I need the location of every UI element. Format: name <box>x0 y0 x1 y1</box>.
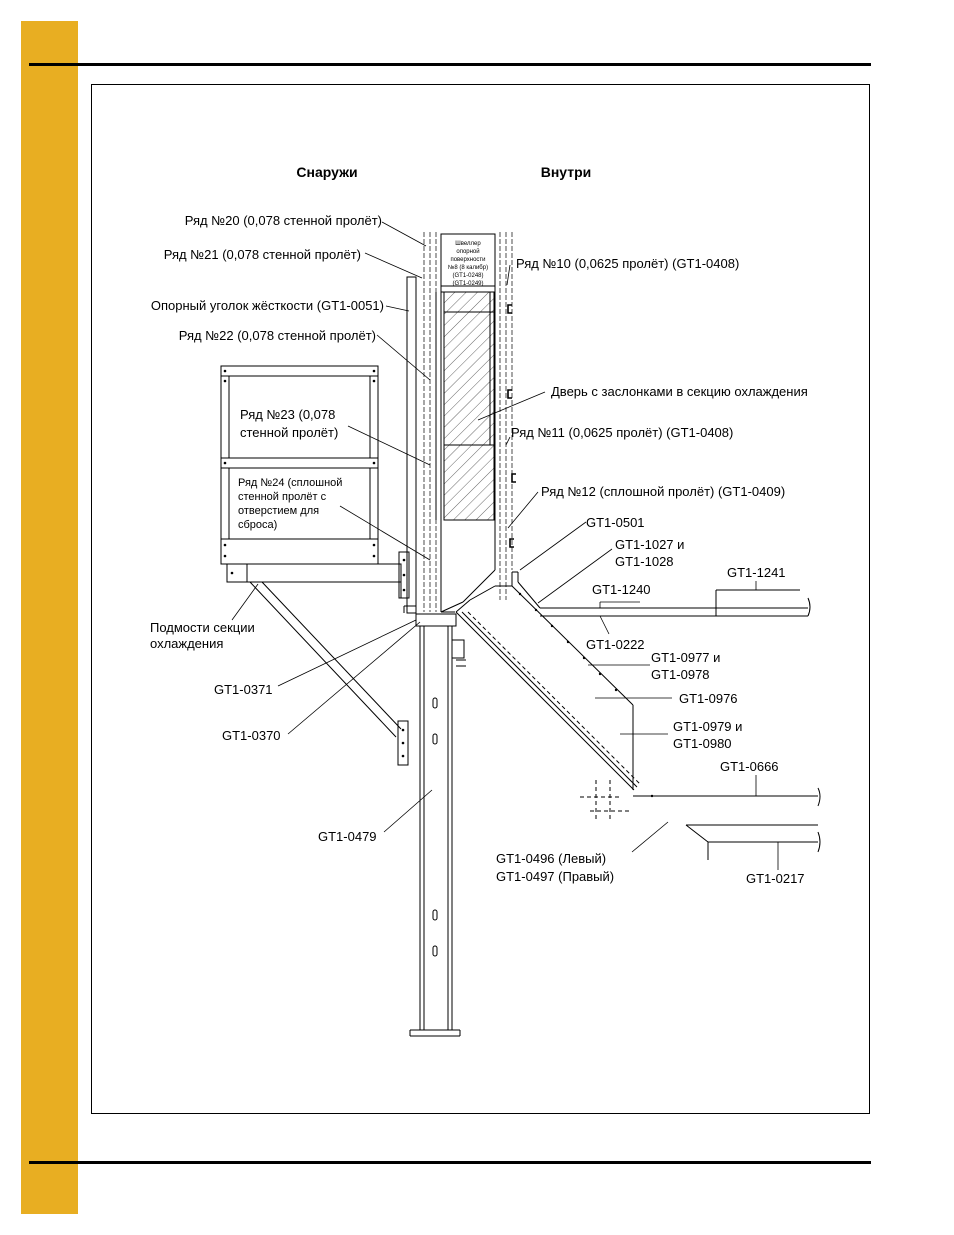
svg-text:(GT1-0248): (GT1-0248) <box>452 273 484 279</box>
label-platform-line2: охлаждения <box>150 636 224 651</box>
svg-text:опорной: опорной <box>456 249 480 255</box>
label-gt1-0497: GT1-0497 (Правый) <box>496 869 615 884</box>
svg-text:(GT1-0249): (GT1-0249) <box>452 281 484 287</box>
label-row11: Ряд №11 (0,0625 пролёт) (GT1-0408) <box>511 425 734 440</box>
damper-door <box>436 292 494 520</box>
cooling-floor-slope <box>456 572 640 790</box>
floor-beams-upper <box>540 590 810 616</box>
label-door: Дверь с заслонками в секцию охлаждения <box>551 384 808 399</box>
label-row24-line1: Ряд №24 (сплошной <box>238 477 343 489</box>
heading-outside: Снаружи <box>296 164 358 180</box>
label-gt1-1027-line1: GT1-1027 и <box>615 537 685 552</box>
label-gt1-0479: GT1-0479 <box>318 829 377 844</box>
label-row10: Ряд №10 (0,0625 пролёт) (GT1-0408) <box>516 256 740 271</box>
label-gt1-1027-line2: GT1-1028 <box>615 554 674 569</box>
label-stiffener: Опорный уголок жёсткости (GT1-0051) <box>150 298 384 313</box>
leader-lines <box>232 222 778 870</box>
label-row24-line2: стенной пролёт с <box>238 491 327 503</box>
label-gt1-0666: GT1-0666 <box>720 759 779 774</box>
label-gt1-0222: GT1-0222 <box>586 637 645 652</box>
label-gt1-0371: GT1-0371 <box>214 682 273 697</box>
label-platform-line1: Подмости секции <box>150 620 255 635</box>
floor-beams-lower <box>633 788 820 860</box>
label-gt1-0217: GT1-0217 <box>746 871 805 886</box>
svg-text:Швеллер: Швеллер <box>455 241 481 247</box>
floor-supports <box>580 780 630 820</box>
label-gt1-1241: GT1-1241 <box>727 565 786 580</box>
label-gt1-0979-line2: GT1-0980 <box>673 736 732 751</box>
label-gt1-0496: GT1-0496 (Левый) <box>496 851 607 866</box>
label-gt1-0501: GT1-0501 <box>586 515 645 530</box>
svg-text:поверхности: поверхности <box>450 257 486 263</box>
label-row23-line2: стенной пролёт) <box>240 425 339 440</box>
label-row24-line4: сброса) <box>238 519 278 531</box>
label-row22: Ряд №22 (0,078 стенной пролёт) <box>178 328 376 343</box>
label-gt1-0977-line1: GT1-0977 и <box>651 650 721 665</box>
label-gt1-0977-line2: GT1-0978 <box>651 667 710 682</box>
label-row20: Ряд №20 (0,078 стенной пролёт) <box>184 213 382 228</box>
label-gt1-0979-line1: GT1-0979 и <box>673 719 743 734</box>
heading-inside: Внутри <box>540 164 592 180</box>
channel-note <box>448 241 488 287</box>
label-row21: Ряд №21 (0,078 стенной пролёт) <box>163 247 361 262</box>
label-gt1-0976: GT1-0976 <box>679 691 738 706</box>
stiffener-angle <box>404 277 416 613</box>
label-row24-line3: отверстием для <box>238 505 320 517</box>
label-gt1-1240: GT1-1240 <box>592 582 651 597</box>
label-gt1-0370: GT1-0370 <box>222 728 281 743</box>
label-row23-line1: Ряд №23 (0,078 <box>240 407 336 422</box>
support-post <box>410 614 466 1036</box>
svg-text:№8 (8 калибр): №8 (8 калибр) <box>447 265 489 271</box>
label-row12: Ряд №12 (сплошной пролёт) (GT1-0409) <box>541 484 786 499</box>
